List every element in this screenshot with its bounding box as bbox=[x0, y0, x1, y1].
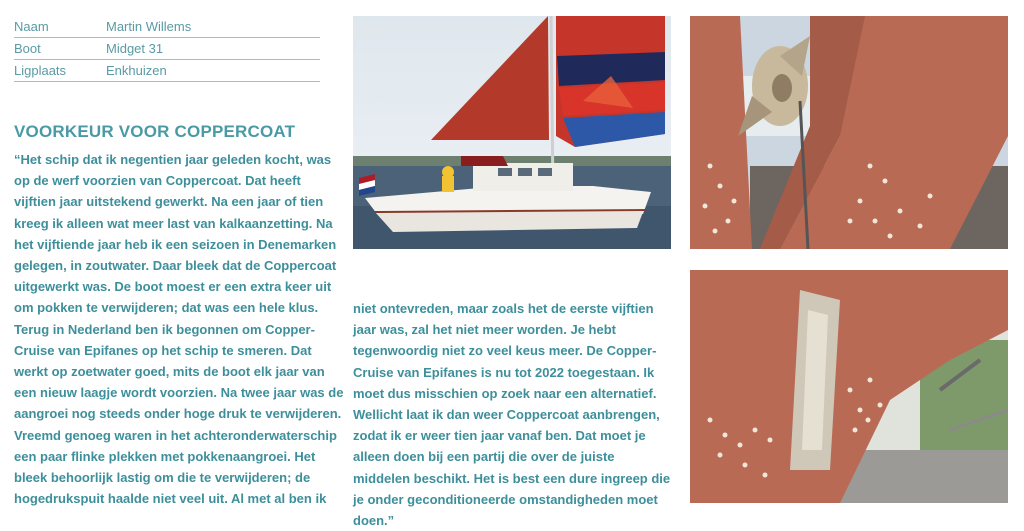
info-label: Boot bbox=[14, 41, 41, 56]
info-label: Naam bbox=[14, 19, 49, 34]
keel-closeup-photo bbox=[690, 270, 1008, 503]
article-column-2 bbox=[353, 298, 675, 531]
info-row-name bbox=[14, 16, 320, 38]
article-column-1 bbox=[14, 149, 344, 509]
propeller-keel-photo bbox=[690, 16, 1008, 249]
article-paragraph: “Het schip dat ik negentien jaar geleden kocht, was op de werf voorzien van Coppercoat. Dat heeft vijftien jaar uitstekend gewerkt. Na een jaar of tien kreeg ik alleen wat meer last van kalkaanzetting. Na het vijftiende jaar heb ik een seizoen in Denemarken gelegen, in zoutwater. Daar bleek dat de Coppercoat uitgewerkt was. De boot moest er een extra keer uit om pokken te verwijderen; dat was een hele klus. Terug in Nederland ben ik begonnen om Copper-Cruise van Epifanes op het schip te smeren. Dat werkt op zoetwater goed, mits de boot elk jaar van een nieuw laagje wordt voorzien. Na twee jaar was de aangroei nog steeds onder hoge druk te verwijderen. Vreemd genoeg waren in het achteronderwaterschip een paar flinke plekken met pokkenaangroei. Het bleek behoorlijk lastig om die te verwijderen; de hogedrukspuit haalde niet veel uit. Al met al ben ik bbox=[14, 152, 344, 507]
info-table bbox=[14, 16, 320, 82]
info-value: Midget 31 bbox=[106, 41, 164, 56]
info-value: Enkhuizen bbox=[106, 63, 167, 78]
article-paragraph: niet ontevreden, maar zoals het de eerste vijftien jaar was, zal het niet meer worden. Je hebt tegenwoordig niet zo veel keus meer. De Copper-Cruise van Epifanes is nu tot 2022 toegestaan. Ik moet dus misschien op zoek naar een alternatief. bbox=[353, 301, 657, 401]
info-value: Martin Willems bbox=[106, 19, 192, 34]
article-paragraph: Wellicht laat ik dan weer Coppercoat aanbrengen, zodat ik er weer tien jaar vanaf ben. Dat moet je alleen doen bij een partij die over de juiste middelen beschikt. Het is best een dure ingreep die je onder geconditioneerde omstandigheden moet doen.” bbox=[353, 407, 671, 529]
section-heading: VOORKEUR VOOR COPPERCOAT bbox=[14, 122, 296, 141]
info-label: Ligplaats bbox=[14, 63, 67, 78]
info-row-berth bbox=[14, 60, 320, 82]
info-row-boat bbox=[14, 38, 320, 60]
sailboat-photo bbox=[353, 16, 671, 249]
